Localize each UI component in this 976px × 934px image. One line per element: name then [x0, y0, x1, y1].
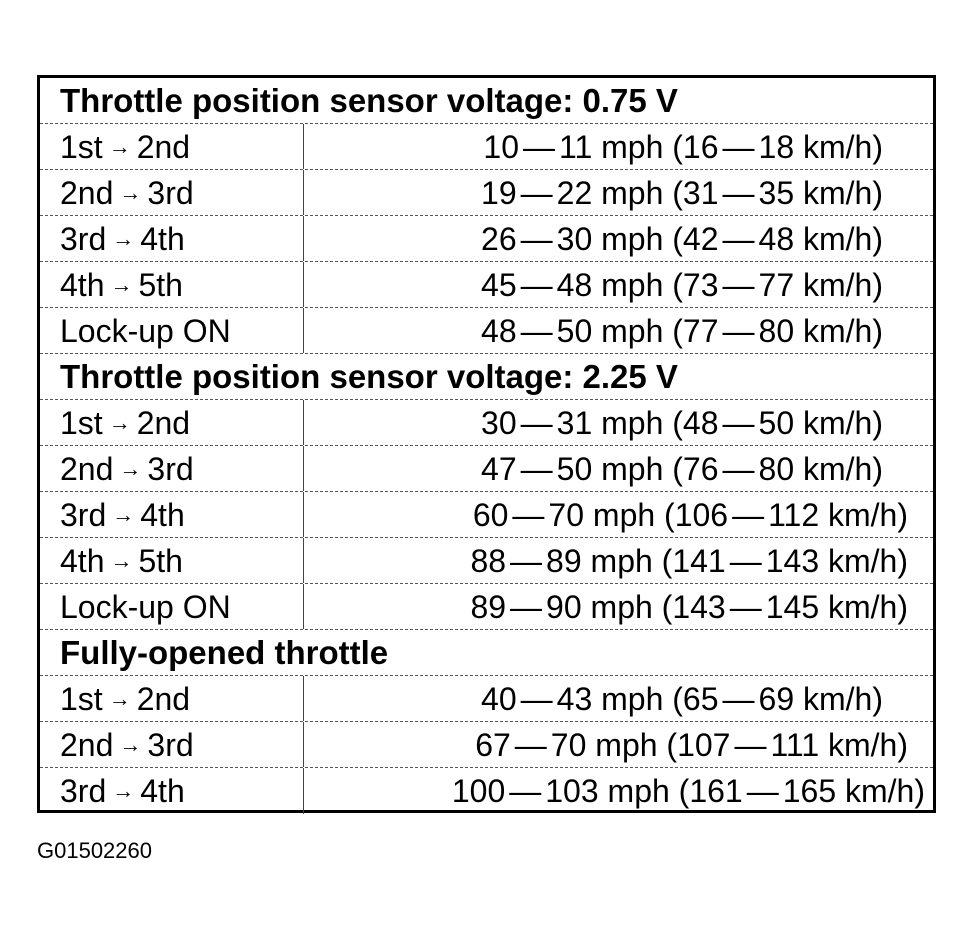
speed-kmh-high: 69 km/h): [758, 681, 883, 717]
speed-high: 90 mph (143: [546, 589, 726, 625]
gear-to: 4th: [140, 497, 185, 533]
shift-speed-cell: [475, 724, 908, 766]
table-row: [40, 538, 933, 584]
speed-low: 26: [481, 221, 517, 257]
column-divider: [303, 676, 304, 721]
range-dash: —: [520, 451, 553, 487]
range-dash: —: [722, 129, 755, 165]
gear-to: 5th: [138, 543, 183, 579]
gear-shift-cell: [60, 264, 183, 306]
table-row: [40, 676, 933, 722]
arrow-icon: →: [108, 686, 131, 711]
table-row: [40, 216, 933, 262]
arrow-icon: →: [112, 502, 135, 527]
range-dash: —: [722, 451, 755, 487]
speed-kmh-high: 18 km/h): [758, 129, 883, 165]
gear-shift-cell: [60, 402, 190, 444]
gear-shift-cell: [60, 586, 231, 628]
range-dash: —: [520, 313, 553, 349]
speed-low: 88: [470, 543, 507, 579]
lock-up-label: Lock-up ON: [60, 313, 231, 349]
gear-to: 3rd: [147, 175, 194, 211]
range-dash: —: [520, 221, 553, 257]
shift-speed-cell: [470, 540, 908, 582]
shift-speed-cell: [481, 172, 883, 214]
speed-low: 89: [470, 589, 507, 625]
range-dash: —: [520, 267, 553, 303]
speed-kmh-high: 111 km/h): [770, 727, 908, 763]
range-dash: —: [734, 727, 767, 763]
gear-shift-cell: [60, 310, 231, 352]
arrow-icon: →: [110, 548, 133, 573]
shift-speed-cell: [481, 310, 883, 352]
speed-low: 47: [481, 451, 517, 487]
range-dash: —: [520, 681, 553, 717]
gear-shift-cell: [60, 724, 194, 766]
speed-low: 48: [481, 313, 517, 349]
column-divider: [303, 124, 304, 169]
column-divider: [303, 538, 304, 583]
gear-to: 3rd: [147, 451, 194, 487]
speed-high: 70 mph (107: [550, 727, 731, 763]
shift-speed-table: [37, 75, 936, 813]
arrow-icon: →: [108, 410, 131, 435]
shift-speed-cell: [481, 402, 883, 444]
section-header-row: [40, 78, 933, 124]
arrow-icon: →: [119, 180, 142, 205]
table-row: [40, 722, 933, 768]
table-row: [40, 262, 933, 308]
speed-kmh-high: 165 km/h): [782, 773, 925, 809]
speed-high: 30 mph (42: [556, 221, 719, 257]
table-row: [40, 124, 933, 170]
figure-code: G01502260: [37, 838, 152, 863]
range-dash: —: [746, 773, 779, 809]
speed-high: 48 mph (73: [556, 267, 719, 303]
speed-kmh-high: 48 km/h): [758, 221, 883, 257]
gear-to: 2nd: [136, 405, 191, 441]
speed-low: 45: [481, 267, 517, 303]
column-divider: [303, 492, 304, 537]
speed-low: 19: [481, 175, 517, 211]
column-divider: [303, 308, 304, 353]
range-dash: —: [722, 267, 755, 303]
gear-from: 3rd: [60, 497, 107, 533]
arrow-icon: →: [119, 456, 142, 481]
shift-speed-cell: [452, 770, 925, 812]
arrow-icon: →: [108, 134, 131, 159]
shift-speed-cell: [483, 126, 883, 168]
section-header-row: [40, 630, 933, 676]
speed-kmh-high: 80 km/h): [758, 313, 883, 349]
speed-kmh-high: 143 km/h): [765, 543, 908, 579]
section-header: Fully-opened throttle: [60, 634, 389, 671]
range-dash: —: [722, 405, 755, 441]
range-dash: —: [722, 681, 755, 717]
gear-to: 4th: [140, 221, 185, 257]
gear-from: 4th: [60, 267, 105, 303]
speed-high: 50 mph (77: [556, 313, 719, 349]
gear-shift-cell: [60, 172, 194, 214]
shift-speed-cell: [470, 586, 908, 628]
speed-high: 89 mph (141: [546, 543, 726, 579]
gear-shift-cell: [60, 448, 194, 490]
speed-low: 67: [475, 727, 511, 763]
gear-to: 5th: [138, 267, 183, 303]
range-dash: —: [732, 497, 765, 533]
range-dash: —: [729, 589, 762, 625]
column-divider: [303, 768, 304, 814]
shift-speed-cell: [481, 678, 883, 720]
gear-shift-cell: [60, 770, 185, 812]
table-row: [40, 768, 933, 814]
gear-from: 2nd: [60, 451, 114, 487]
table-row: [40, 308, 933, 354]
column-divider: [303, 722, 304, 767]
gear-shift-cell: [60, 678, 190, 720]
range-dash: —: [523, 129, 556, 165]
speed-high: 11 mph (16: [559, 129, 719, 165]
gear-from: 2nd: [60, 727, 114, 763]
gear-shift-cell: [60, 494, 185, 536]
table-row: [40, 170, 933, 216]
range-dash: —: [729, 543, 762, 579]
range-dash: —: [509, 773, 542, 809]
gear-to: 4th: [140, 773, 185, 809]
gear-shift-cell: [60, 540, 183, 582]
column-divider: [303, 400, 304, 445]
column-divider: [303, 446, 304, 491]
shift-speed-cell: [473, 494, 908, 536]
range-dash: —: [512, 497, 545, 533]
gear-from: 3rd: [60, 773, 107, 809]
arrow-icon: →: [110, 272, 133, 297]
range-dash: —: [722, 175, 755, 211]
gear-from: 3rd: [60, 221, 107, 257]
range-dash: —: [520, 405, 553, 441]
shift-speed-cell: [481, 218, 883, 260]
gear-to: 3rd: [147, 727, 194, 763]
gear-shift-cell: [60, 218, 185, 260]
speed-high: 31 mph (48: [556, 405, 719, 441]
section-header: Throttle position sensor voltage: 2.25 V: [60, 358, 678, 395]
speed-high: 43 mph (65: [556, 681, 719, 717]
speed-kmh-high: 80 km/h): [758, 451, 883, 487]
arrow-icon: →: [112, 778, 135, 803]
gear-from: 1st: [60, 129, 103, 165]
gear-from: 4th: [60, 543, 105, 579]
column-divider: [303, 262, 304, 307]
speed-kmh-high: 50 km/h): [758, 405, 883, 441]
speed-low: 40: [481, 681, 517, 717]
range-dash: —: [520, 175, 553, 211]
speed-high: 70 mph (106: [548, 497, 729, 533]
range-dash: —: [722, 313, 755, 349]
table-row: [40, 400, 933, 446]
section-header: Throttle position sensor voltage: 0.75 V: [60, 82, 678, 119]
range-dash: —: [722, 221, 755, 257]
range-dash: —: [510, 589, 543, 625]
column-divider: [303, 170, 304, 215]
table-row: [40, 584, 933, 630]
column-divider: [303, 584, 304, 629]
speed-low: 100: [451, 773, 506, 809]
shift-speed-cell: [481, 264, 883, 306]
column-divider: [303, 216, 304, 261]
gear-to: 2nd: [136, 681, 191, 717]
speed-kmh-high: 77 km/h): [758, 267, 883, 303]
table-row: [40, 492, 933, 538]
arrow-icon: →: [112, 226, 135, 251]
speed-high: 22 mph (31: [556, 175, 719, 211]
speed-kmh-high: 35 km/h): [758, 175, 883, 211]
lock-up-label: Lock-up ON: [60, 589, 231, 625]
speed-high: 103 mph (161: [545, 773, 743, 809]
speed-low: 30: [481, 405, 517, 441]
speed-low: 10: [483, 129, 520, 165]
arrow-icon: →: [119, 732, 142, 757]
range-dash: —: [510, 543, 543, 579]
speed-high: 50 mph (76: [556, 451, 719, 487]
gear-from: 1st: [60, 681, 103, 717]
section-header-row: [40, 354, 933, 400]
shift-speed-cell: [481, 448, 883, 490]
speed-kmh-high: 112 km/h): [768, 497, 908, 533]
gear-to: 2nd: [136, 129, 191, 165]
speed-kmh-high: 145 km/h): [765, 589, 908, 625]
speed-low: 60: [472, 497, 509, 533]
range-dash: —: [514, 727, 547, 763]
gear-from: 2nd: [60, 175, 114, 211]
gear-shift-cell: [60, 126, 190, 168]
gear-from: 1st: [60, 405, 103, 441]
table-row: [40, 446, 933, 492]
